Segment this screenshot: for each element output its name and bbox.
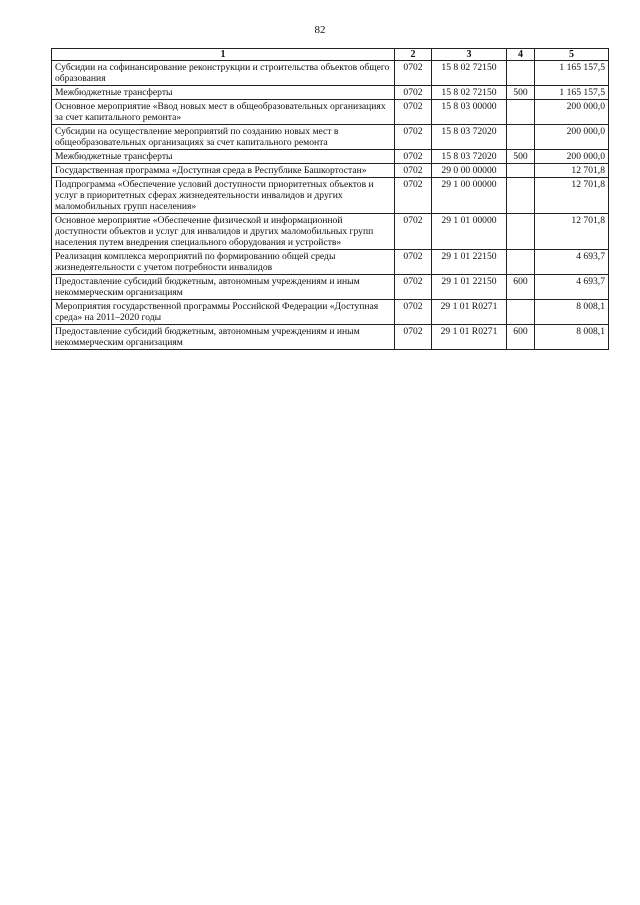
row-name: Подпрограмма «Обеспечение условий доступности приоритетных объектов и услуг в приоритетных сферах жизнедеятельности инвалидов и других маломобильных групп населения»	[52, 178, 395, 214]
row-amount: 12 701,8	[535, 214, 609, 250]
row-amount: 200 000,0	[535, 100, 609, 125]
row-section: 0702	[395, 100, 432, 125]
row-section: 0702	[395, 214, 432, 250]
row-type: 500	[507, 150, 535, 164]
row-type	[507, 100, 535, 125]
row-name: Межбюджетные трансферты	[52, 86, 395, 100]
row-section: 0702	[395, 250, 432, 275]
row-name: Основное мероприятие «Ввод новых мест в общеобразовательных организациях за счет капитального ремонта»	[52, 100, 395, 125]
row-target: 29 1 01 22150	[432, 250, 507, 275]
row-type	[507, 300, 535, 325]
table-row	[52, 164, 609, 178]
column-header-2: 2	[395, 49, 432, 61]
table-row	[52, 300, 609, 325]
row-target: 29 1 01 R0271	[432, 300, 507, 325]
row-type	[507, 214, 535, 250]
row-target: 29 1 01 22150	[432, 275, 507, 300]
row-target: 15 8 03 72020	[432, 150, 507, 164]
row-name: Субсидии на софинансирование реконструкции и строительства объектов общего образования	[52, 61, 395, 86]
row-name: Реализация комплекса мероприятий по формированию общей среды жизнедеятельности с учетом потребности инвалидов	[52, 250, 395, 275]
row-target: 15 8 02 72150	[432, 86, 507, 100]
table-row	[52, 86, 609, 100]
row-target: 29 1 00 00000	[432, 178, 507, 214]
table-row	[52, 250, 609, 275]
row-amount: 200 000,0	[535, 150, 609, 164]
table-row	[52, 125, 609, 150]
column-header-4: 4	[507, 49, 535, 61]
row-section: 0702	[395, 164, 432, 178]
table-row	[52, 100, 609, 125]
table-row	[52, 178, 609, 214]
row-amount: 8 008,1	[535, 300, 609, 325]
row-section: 0702	[395, 325, 432, 350]
row-target: 15 8 02 72150	[432, 61, 507, 86]
row-section: 0702	[395, 150, 432, 164]
row-type	[507, 178, 535, 214]
row-name: Субсидии на осуществление мероприятий по созданию новых мест в общеобразовательных организациях за счет капитального ремонта	[52, 125, 395, 150]
table-row	[52, 214, 609, 250]
row-section: 0702	[395, 300, 432, 325]
budget-table	[51, 48, 609, 350]
page-number: 82	[314, 24, 326, 36]
row-amount: 12 701,8	[535, 164, 609, 178]
row-name: Основное мероприятие «Обеспечение физической и информационной доступности объектов и услуг для инвалидов и других маломобильных групп населения путем внедрения специального оборудования и устройств»	[52, 214, 395, 250]
row-target: 15 8 03 72020	[432, 125, 507, 150]
column-header-3: 3	[432, 49, 507, 61]
table-row	[52, 325, 609, 350]
row-amount: 1 165 157,5	[535, 61, 609, 86]
row-type	[507, 61, 535, 86]
row-amount: 200 000,0	[535, 125, 609, 150]
row-section: 0702	[395, 178, 432, 214]
row-section: 0702	[395, 275, 432, 300]
row-type: 600	[507, 325, 535, 350]
table-row	[52, 150, 609, 164]
row-amount: 4 693,7	[535, 250, 609, 275]
row-name: Мероприятия государственной программы Российской Федерации «Доступная среда» на 2011–2020 годы	[52, 300, 395, 325]
row-target: 29 1 01 00000	[432, 214, 507, 250]
row-type	[507, 250, 535, 275]
row-target: 15 8 03 00000	[432, 100, 507, 125]
row-section: 0702	[395, 86, 432, 100]
column-header-1: 1	[52, 49, 395, 61]
row-name: Предоставление субсидий бюджетным, автономным учреждениям и иным некоммерческим организациям	[52, 275, 395, 300]
row-target: 29 0 00 00000	[432, 164, 507, 178]
row-section: 0702	[395, 125, 432, 150]
row-type	[507, 125, 535, 150]
row-amount: 1 165 157,5	[535, 86, 609, 100]
row-type	[507, 164, 535, 178]
table-header-row	[52, 49, 609, 61]
row-name: Предоставление субсидий бюджетным, автономным учреждениям и иным некоммерческим организациям	[52, 325, 395, 350]
row-target: 29 1 01 R0271	[432, 325, 507, 350]
row-name: Государственная программа «Доступная среда в Республике Башкортостан»	[52, 164, 395, 178]
row-type: 600	[507, 275, 535, 300]
row-amount: 4 693,7	[535, 275, 609, 300]
row-type: 500	[507, 86, 535, 100]
row-amount: 8 008,1	[535, 325, 609, 350]
row-section: 0702	[395, 61, 432, 86]
table-row	[52, 61, 609, 86]
table-row	[52, 275, 609, 300]
column-header-5: 5	[535, 49, 609, 61]
row-amount: 12 701,8	[535, 178, 609, 214]
row-name: Межбюджетные трансферты	[52, 150, 395, 164]
